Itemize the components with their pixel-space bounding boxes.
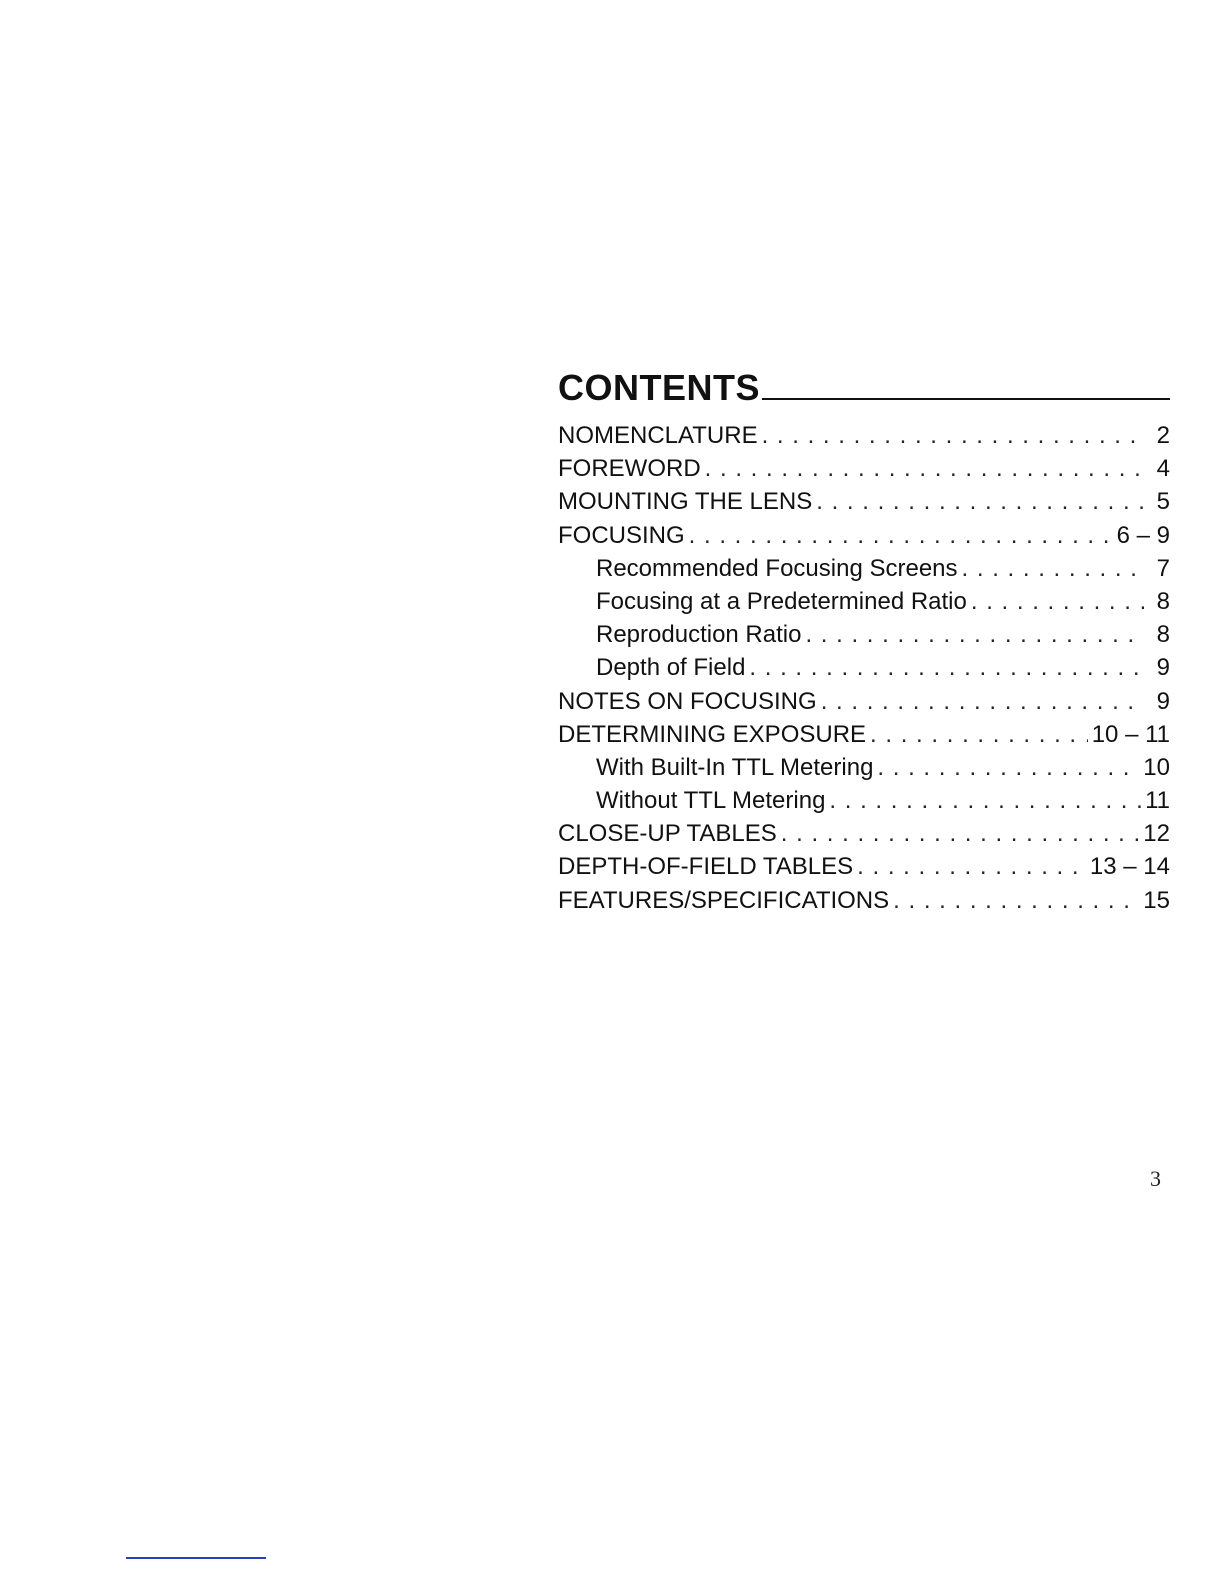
toc-entry-label: Focusing at a Predetermined Ratio [596,587,967,615]
toc-entry[interactable] [558,754,1170,787]
toc-entry-label: FOCUSING [558,521,685,549]
toc-entry[interactable] [558,588,1170,621]
dot-leader [870,721,1088,749]
toc-entry-page: 12 [1143,820,1170,848]
toc-entry-page: 5 [1156,488,1170,516]
dot-leader [816,488,1144,516]
toc-entry[interactable] [558,455,1170,488]
toc-entry-label: With Built-In TTL Metering [596,753,874,781]
dot-leader [962,555,1144,583]
toc-entry[interactable] [558,887,1170,920]
toc-entry-page: 6 – 9 [1116,521,1170,549]
heading-rule [762,398,1170,400]
toc-entry[interactable] [558,654,1170,687]
toc-entry-page: 15 [1143,886,1170,914]
toc-entry-label: FOREWORD [558,455,701,483]
dot-leader [762,422,1144,450]
footer-rule [126,1557,266,1559]
toc-entry[interactable] [558,787,1170,820]
toc-list [558,422,1170,920]
toc-entry-label: NOTES ON FOCUSING [558,687,817,715]
toc-entry-page: 10 – 11 [1091,720,1170,748]
dot-leader [705,455,1144,483]
dot-leader [857,853,1086,881]
toc-entry-label: Reproduction Ratio [596,621,802,649]
toc-entry-page: 13 – 14 [1089,853,1170,881]
toc-entry-page: 2 [1156,422,1170,449]
toc-entry-label: CLOSE-UP TABLES [558,820,777,848]
dot-leader [893,887,1139,915]
toc-entry-label: MOUNTING THE LENS [558,488,813,516]
toc-entry-page: 9 [1156,654,1170,682]
dot-leader [829,787,1141,815]
toc-entry-label: NOMENCLATURE [558,422,758,449]
toc-entry[interactable] [558,422,1170,455]
toc-entry-label: Depth of Field [596,654,746,682]
contents-title: CONTENTS [558,367,760,408]
toc-entry[interactable] [558,488,1170,521]
dot-leader [781,820,1140,848]
toc-entry[interactable] [558,721,1170,754]
toc-entry-page: 9 [1156,687,1170,715]
page-number: 3 [1150,1166,1161,1191]
toc-entry[interactable] [558,820,1170,853]
dot-leader [749,654,1144,682]
toc-entry-page: 7 [1156,554,1170,582]
dot-leader [877,754,1139,782]
toc-entry-page: 8 [1156,587,1170,615]
toc-entry-label: DEPTH-OF-FIELD TABLES [558,853,854,881]
toc-entry-page: 11 [1145,787,1170,815]
contents-heading-row [558,364,1170,406]
toc-entry-label: Without TTL Metering [596,787,826,815]
toc-entry-page: 10 [1143,753,1170,781]
table-of-contents [558,364,1170,920]
dot-leader [689,522,1113,550]
toc-entry[interactable] [558,621,1170,654]
toc-entry-label: DETERMINING EXPOSURE [558,720,867,748]
toc-entry-label: Recommended Focusing Screens [596,554,958,582]
toc-entry[interactable] [558,853,1170,886]
toc-entry-page: 8 [1156,621,1170,649]
toc-entry-label: FEATURES/SPECIFICATIONS [558,886,890,914]
toc-entry[interactable] [558,688,1170,721]
toc-entry[interactable] [558,522,1170,555]
toc-entry-page: 4 [1156,455,1170,483]
dot-leader [971,588,1144,616]
dot-leader [805,621,1144,649]
dot-leader [821,688,1144,716]
toc-entry[interactable] [558,555,1170,588]
